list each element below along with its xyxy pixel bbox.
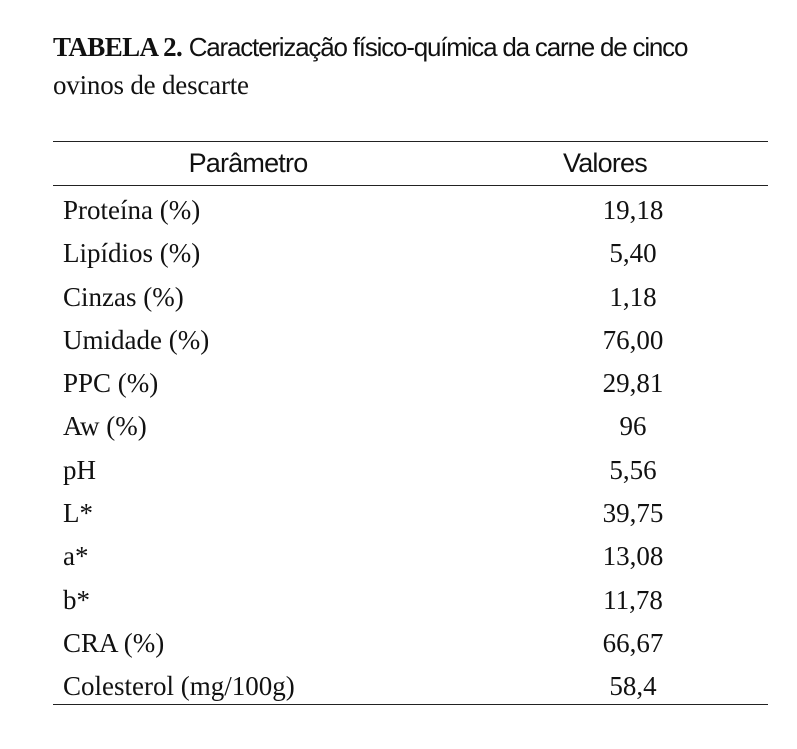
parameter-cell: pH (63, 454, 96, 485)
table-title-line2: ovinos de descarte (53, 70, 249, 100)
table-top-rule (53, 141, 768, 142)
parameter-cell: b* (63, 584, 90, 615)
value-cell: 66,67 (602, 627, 664, 658)
table-row (53, 362, 768, 405)
table-row (53, 665, 768, 708)
value-cell: 1,18 (609, 281, 657, 312)
value-cell: 29,81 (602, 368, 664, 399)
table-body (53, 189, 768, 709)
column-header-parameter: Parâmetro (188, 148, 308, 178)
value-cell: 11,78 (603, 584, 663, 615)
table-row (53, 232, 768, 275)
parameter-cell: Aw (%) (63, 411, 147, 442)
table-row (53, 189, 768, 232)
table-row (53, 579, 768, 622)
parameter-cell: CRA (%) (63, 627, 165, 658)
table-title-line1: Caracterização físico-química da carne de cinco (188, 32, 688, 62)
table-row (53, 319, 768, 362)
column-header-values: Valores (563, 148, 647, 178)
table-row (53, 535, 768, 578)
value-cell: 39,75 (602, 498, 664, 529)
parameter-cell: Lipídios (%) (63, 238, 201, 269)
table-row (53, 622, 768, 665)
parameter-cell: PPC (%) (63, 368, 159, 399)
parameter-cell: Proteína (%) (63, 195, 201, 225)
value-cell: 76,00 (602, 324, 664, 355)
table-header-rule (53, 185, 768, 186)
value-cell: 19,18 (602, 195, 664, 225)
value-cell: 58,4 (609, 671, 657, 702)
table-row (53, 405, 768, 448)
value-cell: 5,56 (609, 454, 657, 485)
table-label: TABELA 2. (53, 32, 183, 62)
value-cell: 96 (619, 411, 647, 442)
parameter-cell: Colesterol (mg/100g) (63, 671, 295, 702)
table-row (53, 449, 768, 492)
value-cell: 13,08 (602, 541, 664, 572)
table-caption (53, 28, 783, 104)
parameter-cell: a* (63, 541, 89, 572)
parameter-cell: L* (63, 498, 93, 529)
parameter-cell: Umidade (%) (63, 324, 210, 355)
table-bottom-rule (53, 704, 768, 705)
value-cell: 5,40 (609, 238, 657, 269)
parameter-cell: Cinzas (%) (63, 281, 184, 312)
table-row (53, 276, 768, 319)
table-row (53, 492, 768, 535)
